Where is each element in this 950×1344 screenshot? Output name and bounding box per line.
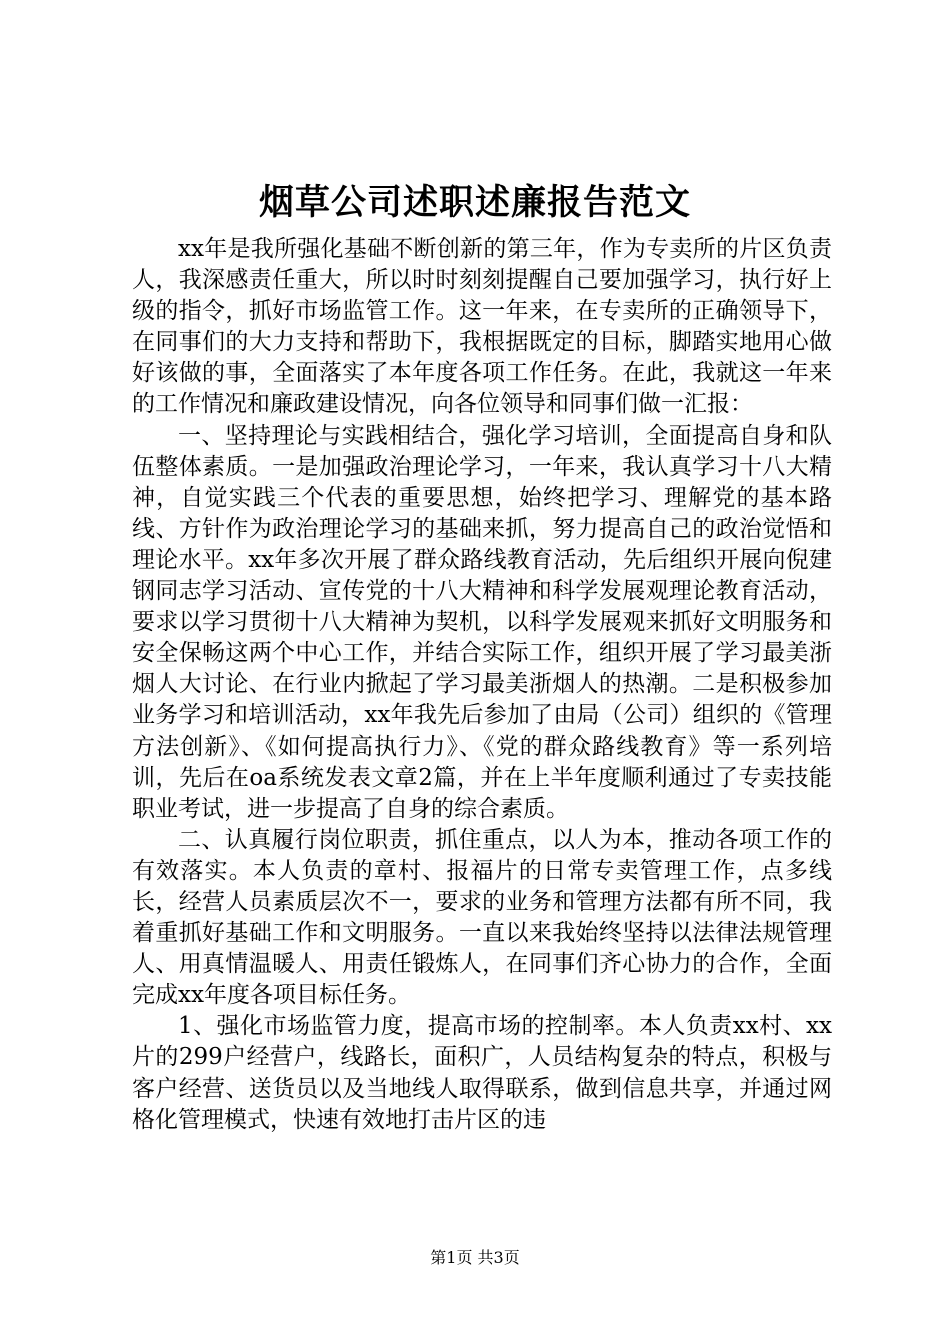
page-number-footer: 第1页 共3页 [430,1248,520,1267]
paragraph-section-two: 二、认真履行岗位职责，抓住重点，以人为本，推动各项工作的有效落实。本人负责的章村、报福片的日常专卖管理工作，点多线长，经营人员素质层次不一，要求的业务和管理方法都有所不同，我着重抓好基础工作和文明服务。一直以来我始终坚持以法律法规管理人、用真情温暖人、用责任锻炼人，在同事们齐心协力的合作，全面完成xx年度各项目标任务。 [132,826,832,1009]
paragraph-item-one: 1、强化市场监管力度，提高市场的控制率。本人负责xx村、xx片的299户经营户，线路长，面积广，人员结构复杂的特点，积极与客户经营、送货员以及当地线人取得联系，做到信息共享，并通过网格化管理模式，快速有效地打击片区的违 [132,1013,832,1133]
paragraph-section-one: 一、坚持理论与实践相结合，强化学习培训，全面提高自身和队伍整体素质。一是加强政治理论学习，一年来，我认真学习十八大精神，自觉实践三个代表的重要思想，始终把学习、理解党的基本路线、方针作为政治理论学习的基础来抓，努力提高自己的政治觉悟和理论水平。xx年多次开展了群众路线教育活动，先后组织开展向倪建钢同志学习活动、宣传党的十八大精神和科学发展观理论教育活动，要求以学习贯彻十八大精神为契机，以科学发展观来抓好文明服务和安全保畅这两个中心工作，并结合实际工作，组织开展了学习最美浙烟人大讨论、在行业内掀起了学习最美浙烟人的热潮。二是积极参加业务学习和培训活动，xx年我先后参加了由局（公司）组织的《管理方法创新》、《如何提高执行力》、《党的群众路线教育》等一系列培训，先后在oa系统发表文章2篇，并在上半年度顺利通过了专卖技能职业考试，进一步提高了自身的综合素质。 [132,422,832,822]
paragraph-intro: xx年是我所强化基础不断创新的第三年，作为专卖所的片区负责人，我深感责任重大，所以时时刻刻提醒自己要加强学习，执行好上级的指令，抓好市场监管工作。这一年来，在专卖所的正确领导下，在同事们的大力支持和帮助下，我根据既定的目标，脚踏实地用心做好该做的事，全面落实了本年度各项工作任务。在此，我就这一年来的工作情况和廉政建设情况，向各位领导和同事们做一汇报： [132,236,832,418]
document-title: 烟草公司述职述廉报告范文 [258,182,691,223]
document-body [132,234,832,1136]
